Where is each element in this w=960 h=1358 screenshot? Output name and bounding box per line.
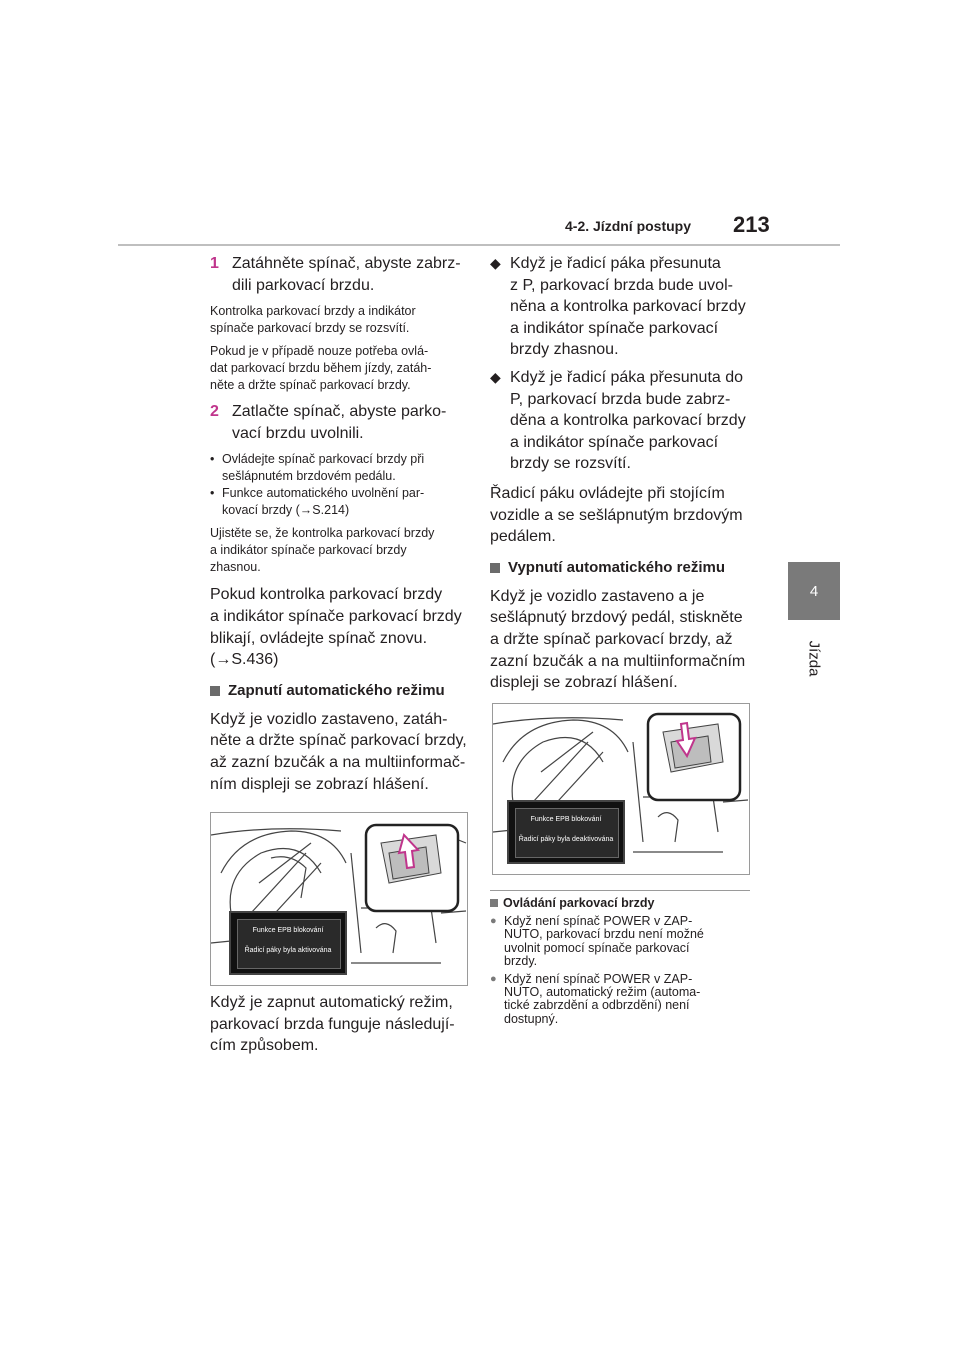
note-heading: Ovládání parkovací brzdy (490, 895, 752, 911)
section-title: 4-2. Jízdní postupy (565, 218, 692, 234)
left-column-bottom (210, 992, 472, 1057)
chapter-label-text: Jízda (805, 640, 823, 676)
display-message-title: Funkce EPB blokování (530, 816, 602, 823)
step-number: 2 (210, 403, 219, 421)
step-2 (210, 401, 472, 444)
step-1 (210, 253, 472, 296)
square-bullet-icon (490, 899, 498, 907)
multi-info-display (507, 800, 625, 864)
header-divider (118, 244, 840, 246)
diamond-bullet-icon: ◆ (490, 255, 501, 271)
subsection-heading: Zapnutí automatického režimu (210, 681, 472, 701)
subsection-heading: Vypnutí automatického režimu (490, 558, 752, 578)
display-message-title: Funkce EPB blokování (252, 927, 324, 934)
step-text: Zatlačte spínač, abyste parko- (232, 403, 447, 421)
page-number: 213 (733, 212, 770, 237)
paragraph: Když je zapnut automatický režim, parkovací brzda funguje následují- cím způsobem. (210, 994, 455, 1055)
display-message-body: Řadicí páky byla deaktivována (518, 836, 614, 843)
chapter-tab (788, 562, 840, 620)
paragraph: Ujistěte se, že kontrolka parkovací brzdy a indikátor spínače parkovací brzdy zhasnou. (210, 526, 435, 575)
note-item: ● Když není spínač POWER v ZAP- NUTO, automatický režim (automa- tické zabrzdění a odbrzdění) není dostupný. (490, 971, 701, 1026)
paragraph: Kontrolka parkovací brzdy a indikátor spínače parkovací brzdy se rozsvítí. (210, 304, 416, 336)
paragraph: Řadicí páku ovládejte při stojícím vozidle a se sešlápnutým brzdovým pedálem. (490, 484, 743, 546)
paragraph: Pokud kontrolka parkovací brzdy a indikátor spínače parkovací brzdy blikají, ovládejte spínač znovu. (→S.436) (210, 586, 462, 669)
left-column (210, 253, 472, 795)
list-item: ◆ Když je řadicí páka přesunuta z P, parkovací brzda bude uvol- něna a kontrolka parkovací brzdy a indikátor spínače parkovací brzdy zhasnou. (490, 253, 752, 361)
diamond-bullet-icon: ◆ (490, 368, 501, 385)
illustration-auto-mode-off (492, 703, 750, 875)
step-text: Zatáhněte spínač, abyste zabrz- (232, 255, 461, 272)
step-number: 1 (210, 255, 219, 272)
chapter-label (788, 628, 840, 688)
paragraph: Když je vozidlo zastaveno a je sešlápnutý brzdový pedál, stiskněte a držte spínač parkovací brzdy, až zazní bzučák a na multiinformačním displeji se zobrazí hlášení. (490, 587, 746, 692)
circle-bullet-icon: ● (490, 972, 497, 985)
page-reference-link[interactable]: kovací brzdy (→S.214) (222, 503, 350, 518)
note-item: ● Když není spínač POWER v ZAP- NUTO, parkovací brzdu není možné uvolnit pomocí spínače parkovací brzdy. (490, 914, 704, 969)
bullet-item: • Ovládejte spínač parkovací brzdy při sešlápnutém brzdovém pedálu. (210, 452, 425, 484)
illustration-auto-mode-on (210, 812, 468, 986)
step-text: vací brzdu uvolnili. (232, 424, 364, 442)
notes-section (490, 895, 752, 1026)
step-text: dili parkovací brzdu. (232, 276, 375, 294)
circle-bullet-icon: ● (490, 915, 497, 927)
notes-divider (490, 890, 750, 891)
paragraph: Pokud je v případě nouze potřeba ovlá- dat parkovací brzdu během jízdy, zatáh- něte a držte spínač parkovací brzdy. (210, 344, 432, 393)
square-bullet-icon (490, 563, 500, 573)
square-bullet-icon (210, 686, 220, 696)
paragraph: Když je vozidlo zastaveno, zatáh- něte a držte spínač parkovací brzdy, až zazní bzučák a na multiinformač- ním displeji se zobrazí hlášení. (210, 710, 467, 793)
list-item: ◆ Když je řadicí páka přesunuta do P, parkovací brzda bude zabrz- děna a kontrolka parkovací brzdy a indikátor spínače parkovací brzdy se rozsvítí. (490, 367, 752, 475)
right-column (490, 253, 752, 694)
bullet-item: • Funkce automatického uvolnění par- kovací brzdy (→S.214) (210, 486, 425, 518)
display-message-body: Řadicí páky byla aktivována (244, 947, 332, 954)
chapter-number: 4 (809, 582, 819, 600)
multi-info-display (229, 911, 347, 975)
page-reference-link[interactable]: (→S.436) (210, 651, 279, 669)
